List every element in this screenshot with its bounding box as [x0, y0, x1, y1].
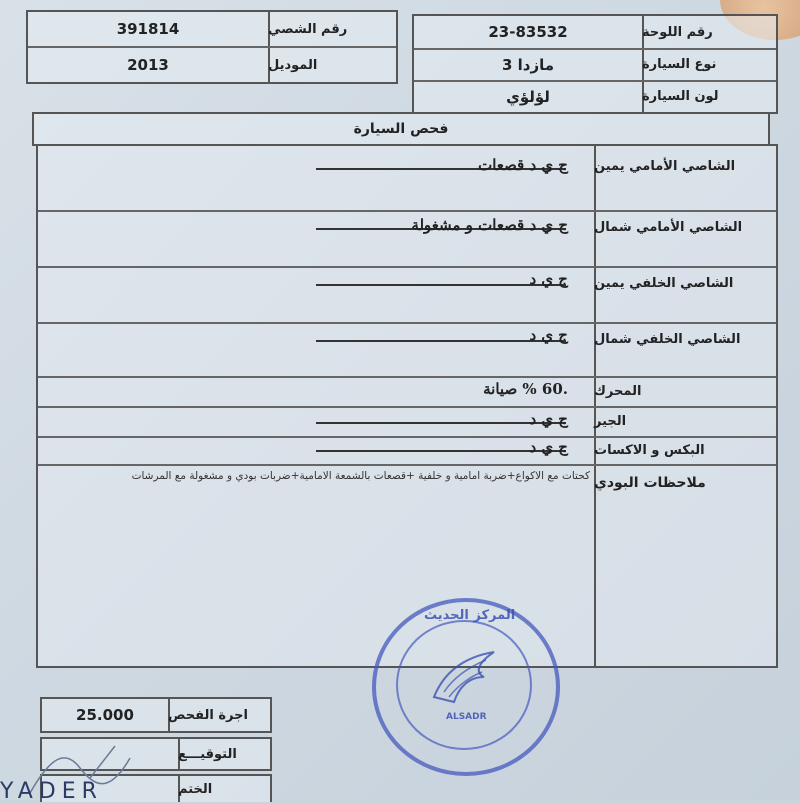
stamp-latin-text: ALSADR [446, 712, 487, 722]
stamp-arabic-text: المركز الحديث [424, 608, 516, 623]
axles-label: البكس و الاكسات [594, 442, 705, 458]
rear-right-chassis-value: ج ي د [529, 270, 568, 288]
front-right-chassis-value: ج ي د قصعات [478, 156, 568, 174]
chassis-number-label: رقم الشصي [268, 21, 348, 37]
fee-box [40, 697, 272, 733]
car-type-label: نوع السيارة [642, 57, 717, 72]
chassis-number-value: 391814 [116, 20, 180, 38]
chassis-model-box [26, 10, 398, 84]
car-color-label: لون السيارة [642, 89, 719, 104]
model-value: 2013 [127, 56, 169, 74]
front-left-chassis-value: ج ي د قصعات و مشغولة [411, 216, 568, 234]
bird-icon [424, 642, 504, 712]
inspection-title-bar [32, 112, 770, 146]
rear-left-chassis-value: ج ي د [529, 326, 568, 344]
rear-right-chassis-label: الشاصي الخلفي يمين [594, 275, 734, 291]
model-label: الموديل [268, 57, 318, 73]
plate-value: 23-83532 [488, 23, 568, 41]
body-notes-label: ملاحظات البودي [594, 475, 706, 491]
gear-value: ج ي د [529, 410, 568, 428]
round-stamp [372, 598, 560, 776]
gear-label: الجير [594, 413, 627, 429]
inspection-table [36, 144, 778, 668]
fee-value: 25.000 [76, 706, 134, 724]
engine-value: .60 % صيانة [483, 380, 568, 398]
body-notes-value: كحتات مع الاكواع+ضربة امامية و خلفية +قصعات بالشمعة الامامية+ضربات بودي و مشغولة مع المرشات [131, 470, 590, 482]
axles-value: ج ي د [529, 438, 568, 456]
inspection-title: فحص السيارة [353, 121, 449, 137]
car-type-value: مازدا 3 [501, 55, 555, 74]
signature-label: التوقيـــع [178, 746, 237, 762]
plate-label: رقم اللوحة [642, 24, 713, 40]
car-color-value: لؤلؤي [506, 87, 550, 106]
engine-label: المحرك [594, 383, 642, 399]
front-right-chassis-label: الشاصي الأمامي يمين [594, 158, 736, 174]
fee-label: اجرة الفحص [168, 707, 248, 723]
stamp-label: الختم [178, 781, 213, 797]
logo-watermark: YADER [0, 779, 103, 804]
rear-left-chassis-label: الشاصي الخلفي شمال [594, 331, 741, 347]
car-info-box [412, 14, 778, 114]
front-left-chassis-label: الشاصي الأمامي شمال [594, 219, 743, 235]
